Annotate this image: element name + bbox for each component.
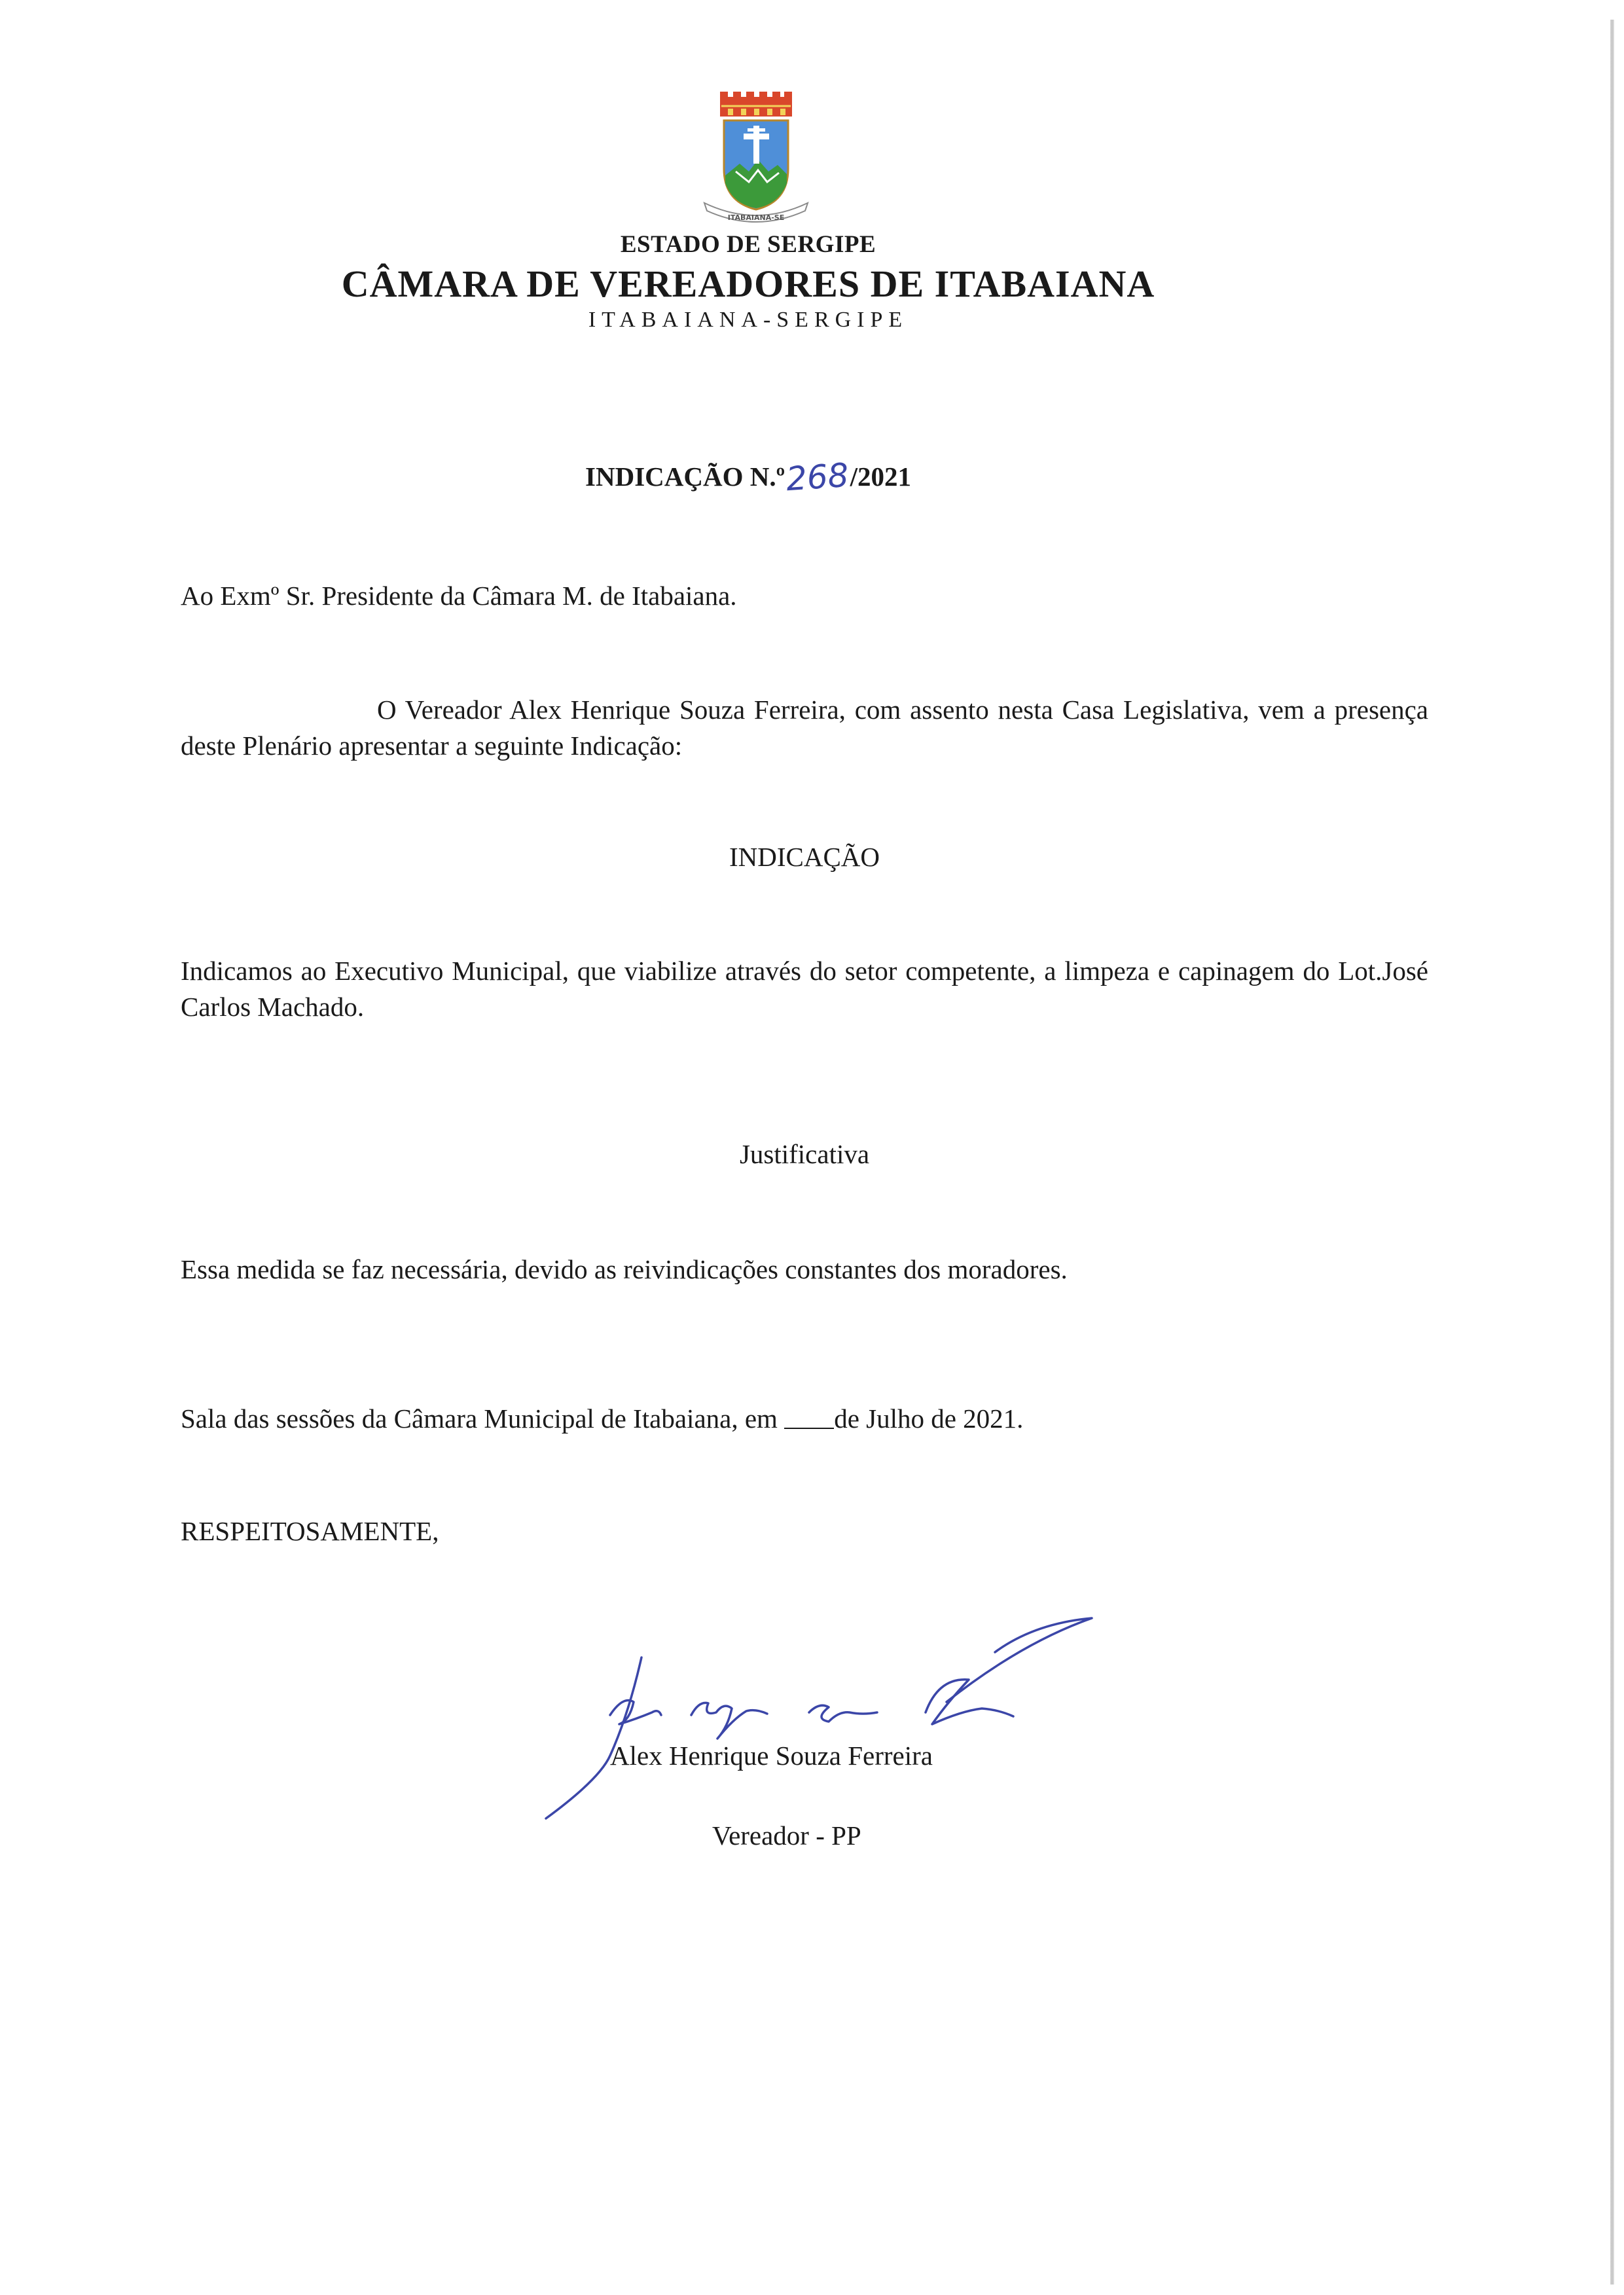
- indication-heading: INDICAÇÃO: [729, 842, 880, 872]
- signer-name: Alex Henrique Souza Ferreira: [610, 1741, 933, 1771]
- coat-of-arms-icon: [681, 92, 831, 229]
- document-title: [0, 456, 1496, 499]
- date-blank: [784, 1405, 834, 1429]
- justification-paragraph: Essa medida se faz necessária, devido as reivindicações constantes dos moradores.: [181, 1254, 1068, 1284]
- closing-line: [181, 1401, 1428, 1437]
- page-edge-shadow: [1610, 20, 1614, 2285]
- chamber-name: CÂMARA DE VEREADORES DE ITABAIANA: [341, 262, 1155, 305]
- handwritten-signature: [537, 1604, 1100, 1820]
- signer-role: Vereador - PP: [712, 1820, 861, 1851]
- salutation: Ao Exmº Sr. Presidente da Câmara M. de Itabaiana.: [181, 581, 737, 611]
- title-suffix: /2021: [850, 461, 911, 492]
- crest-caption: ITABAIANA-SE: [727, 213, 785, 222]
- closing-text-before: Sala das sessões da Câmara Municipal de Itabaiana, em: [181, 1403, 778, 1434]
- city-name: ITABAIANA-SERGIPE: [588, 308, 909, 332]
- handwritten-number: 268: [785, 456, 850, 499]
- justification-heading: Justificativa: [739, 1139, 870, 1169]
- regards: RESPEITOSAMENTE,: [181, 1516, 439, 1546]
- indication-paragraph: Indicamos ao Executivo Municipal, que viabilize através do setor competente, a limpeza e capinagem do Lot.José Carlos Machado.: [181, 956, 1428, 1022]
- intro-paragraph: O Vereador Alex Henrique Souza Ferreira, com assento nesta Casa Legislativa, vem a presença deste Plenário apresentar a seguinte Indicação:: [181, 695, 1428, 761]
- closing-text-after: de Julho de 2021.: [834, 1403, 1024, 1434]
- state-name: ESTADO DE SERGIPE: [620, 231, 876, 258]
- title-prefix: INDICAÇÃO N.º: [585, 461, 785, 492]
